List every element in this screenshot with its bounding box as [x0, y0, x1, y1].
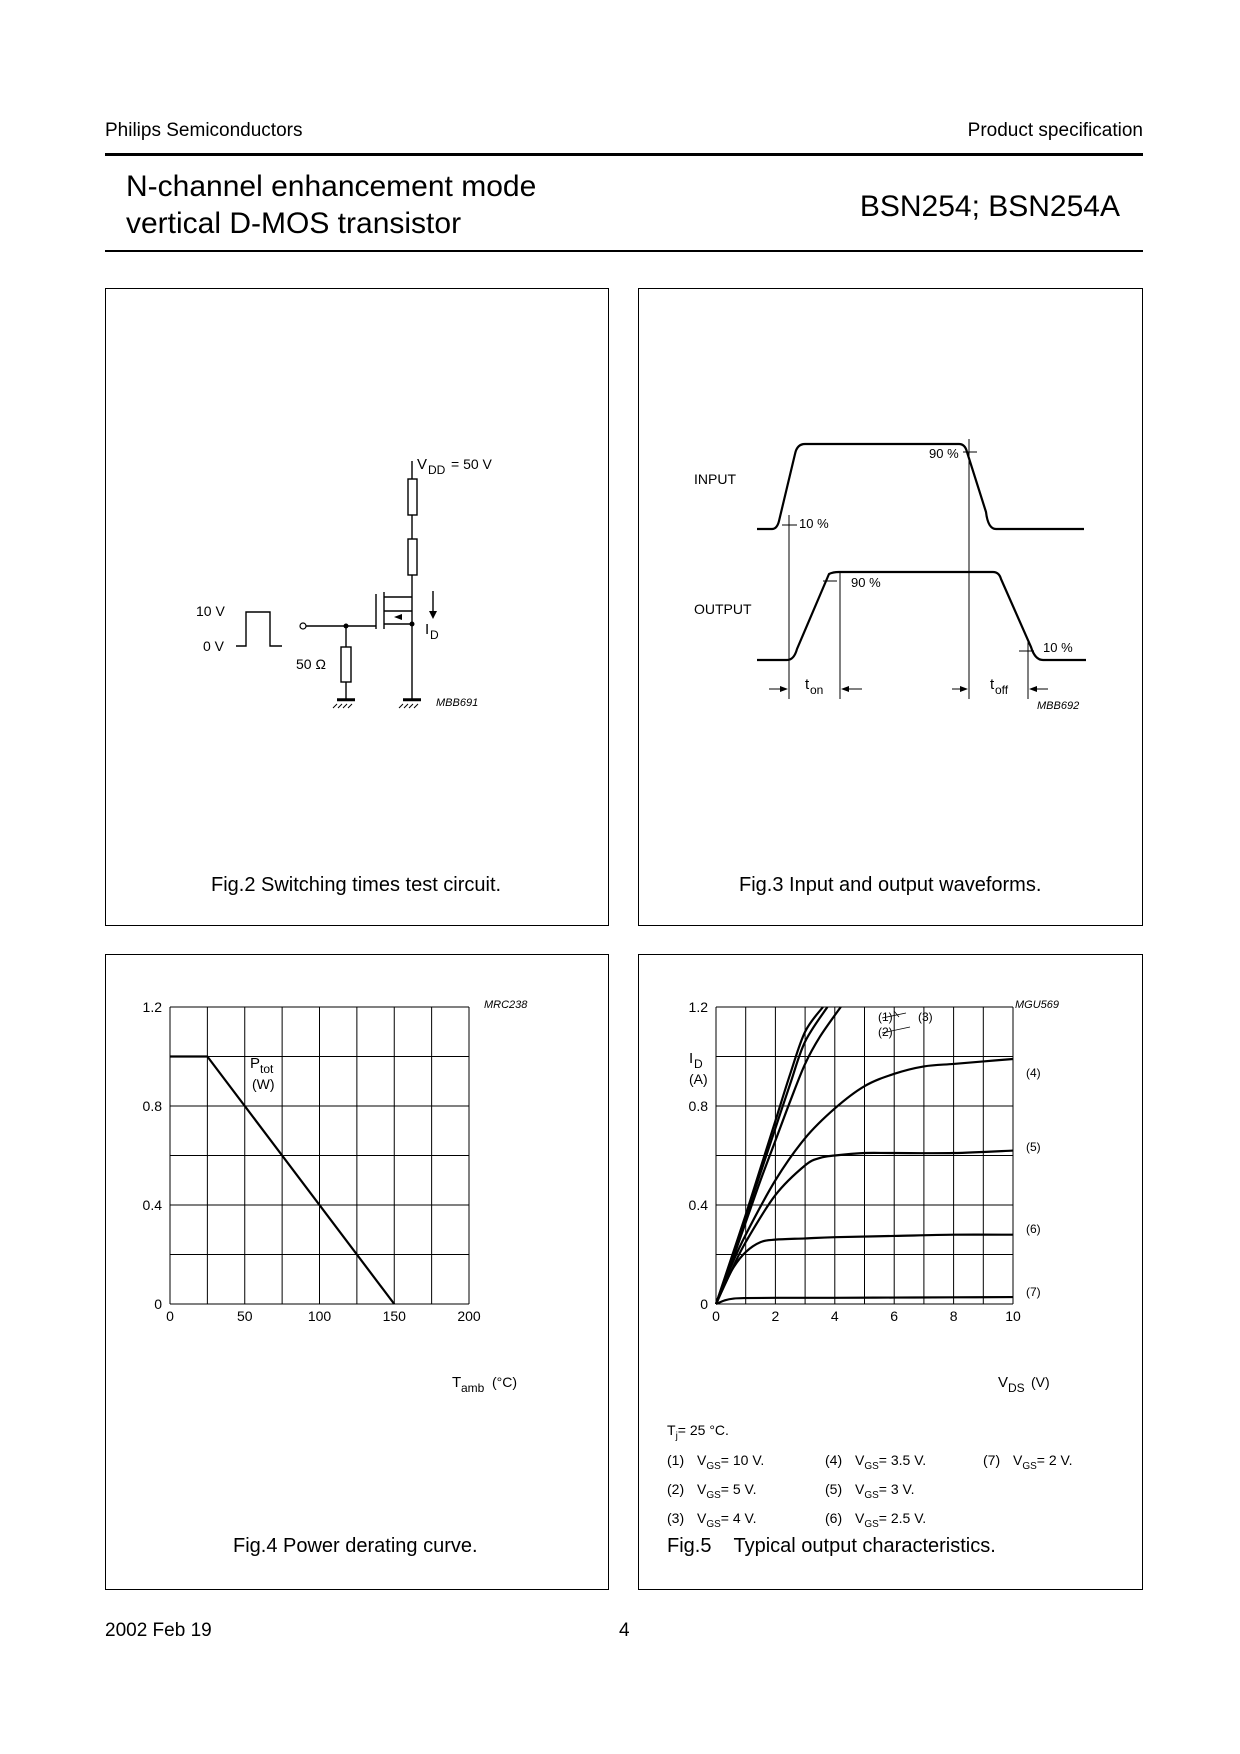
legend-item: (6) $V_{GS}= 2.5$ V. — [825, 1509, 927, 1530]
input-10-label: 10 % — [799, 516, 829, 531]
y-tick-label: 0.4 — [142, 1197, 162, 1213]
legend-item: (3) $V_{GS}= 4$ V. — [667, 1509, 757, 1530]
x-axis-sub: amb — [461, 1381, 485, 1395]
legend-column — [667, 1449, 764, 1535]
figure-2-panel — [105, 288, 609, 926]
y-tick-label: 1.2 — [688, 999, 708, 1015]
x-axis-unit: (°C) — [492, 1374, 518, 1390]
curve-label-5: (5) — [1026, 1140, 1041, 1154]
x-tick-label: 150 — [382, 1308, 406, 1324]
switching-circuit-diagram — [106, 289, 610, 927]
x-tick-label: 8 — [949, 1308, 958, 1324]
waveform-diagram — [639, 289, 1144, 927]
x-tick-label: 0 — [166, 1308, 174, 1324]
id-label: I — [425, 621, 430, 638]
y-tick-label: 0.8 — [688, 1098, 708, 1114]
legend-item: (2) $V_{GS}= 5$ V. — [667, 1480, 757, 1501]
figure-3-caption: Fig.3 Input and output waveforms. — [739, 874, 1042, 896]
tj-label: T — [667, 1422, 676, 1438]
legend-column — [983, 1449, 1072, 1478]
figure-4-caption: Fig.4 Power derating curve. — [233, 1535, 478, 1557]
x-axis-label: V — [998, 1374, 1009, 1391]
pulse-high-label: 10 V — [196, 603, 225, 619]
figure-code: MBB692 — [1037, 700, 1080, 712]
output-label: OUTPUT — [694, 601, 752, 617]
tj-sub: j — [675, 1430, 678, 1442]
vdd-sub: DD — [428, 463, 446, 477]
id-sub: D — [430, 628, 439, 642]
curve-label-2: (2) — [878, 1025, 893, 1039]
document-type: Product specification — [967, 120, 1143, 141]
input-90-label: 90 % — [929, 446, 959, 461]
y-tick-label: 0 — [700, 1296, 708, 1312]
vdd-value: = 50 V — [451, 456, 492, 472]
output-90-label: 90 % — [851, 575, 881, 590]
chart-tick-labels — [143, 999, 481, 1324]
company-name: Philips Semiconductors — [105, 120, 303, 141]
legend-item: (1) $V_{GS}= 10$ V. — [667, 1452, 765, 1472]
resistor-label: 50 Ω — [296, 656, 326, 672]
y-axis-label: P — [250, 1055, 261, 1072]
chart-grid — [170, 1007, 469, 1304]
x-tick-label: 2 — [771, 1308, 780, 1324]
ton-sub: on — [810, 683, 824, 697]
header-rule — [105, 153, 1143, 156]
tj-value: = 25 °C. — [677, 1422, 729, 1438]
vdd-label: V — [417, 456, 428, 473]
figure-5-caption — [667, 1535, 996, 1558]
page-number: 4 — [619, 1620, 630, 1641]
legend-item: (4) $V_{GS}= 3.5$ V. — [825, 1452, 927, 1472]
curve-label-1: (1) — [878, 1010, 893, 1024]
y-tick-label: 0 — [154, 1296, 162, 1312]
curve-label-leader — [894, 1011, 899, 1017]
x-tick-label: 0 — [712, 1308, 720, 1324]
figure-5-title: Typical output characteristics. — [733, 1535, 996, 1557]
figure-4-panel — [105, 954, 609, 1590]
figure-2-caption: Fig.2 Switching times test circuit. — [211, 874, 502, 896]
legend-item: (7) $V_{GS}= 2$ V. — [983, 1452, 1073, 1472]
legend-item: (5) $V_{GS}= 3$ V. — [825, 1480, 915, 1501]
junction-temperature-note — [667, 1419, 729, 1448]
input-label: INPUT — [694, 471, 736, 487]
x-tick-label: 10 — [1005, 1308, 1021, 1324]
figure-3-panel — [638, 288, 1143, 926]
legend-column — [825, 1449, 926, 1535]
title-rule — [105, 250, 1143, 252]
x-tick-label: 4 — [830, 1308, 839, 1324]
figure-code: MRC238 — [484, 999, 528, 1011]
y-axis-unit: (W) — [252, 1076, 275, 1092]
y-tick-label: 0.8 — [142, 1098, 162, 1114]
x-tick-label: 200 — [457, 1308, 481, 1324]
y-axis-unit: (A) — [689, 1071, 708, 1087]
title-line-2: vertical D-MOS transistor — [126, 207, 462, 240]
pulse-low-label: 0 V — [203, 638, 225, 654]
y-axis-label: I — [689, 1050, 694, 1067]
part-number: BSN254; BSN254A — [859, 190, 1120, 223]
y-tick-label: 0.4 — [688, 1197, 708, 1213]
x-axis-sub: DS — [1008, 1381, 1025, 1395]
x-tick-label: 50 — [236, 1308, 253, 1324]
y-axis-sub: tot — [260, 1062, 274, 1076]
curve-label-6: (6) — [1026, 1222, 1041, 1236]
toff-sub: off — [995, 683, 1009, 697]
x-axis-label: T — [452, 1374, 462, 1391]
product-title — [126, 168, 536, 242]
figure-5-panel — [638, 954, 1143, 1590]
power-derating-chart — [106, 955, 610, 1591]
curve-legend — [667, 1449, 1127, 1530]
footer-date: 2002 Feb 19 — [105, 1620, 212, 1641]
x-tick-label: 100 — [307, 1308, 332, 1324]
figure-code: MBB691 — [436, 697, 479, 709]
title-line-1: N-channel enhancement mode — [126, 170, 537, 203]
chart-grid — [716, 1007, 1013, 1304]
x-axis-unit: (V) — [1031, 1374, 1050, 1390]
chart-tick-labels — [689, 999, 1021, 1324]
y-tick-label: 1.2 — [142, 999, 162, 1015]
curve-label-3: (3) — [918, 1010, 933, 1024]
ton-label: t — [805, 676, 810, 693]
output-10-label: 10 % — [1043, 640, 1073, 655]
figure-code: MGU569 — [1015, 999, 1060, 1011]
curve-label-7: (7) — [1026, 1285, 1041, 1299]
figure-5-number: Fig.5 — [667, 1535, 712, 1557]
y-axis-sub: D — [694, 1057, 703, 1071]
curve-label-4: (4) — [1026, 1066, 1041, 1080]
toff-label: t — [990, 676, 995, 693]
x-tick-label: 6 — [890, 1308, 899, 1324]
